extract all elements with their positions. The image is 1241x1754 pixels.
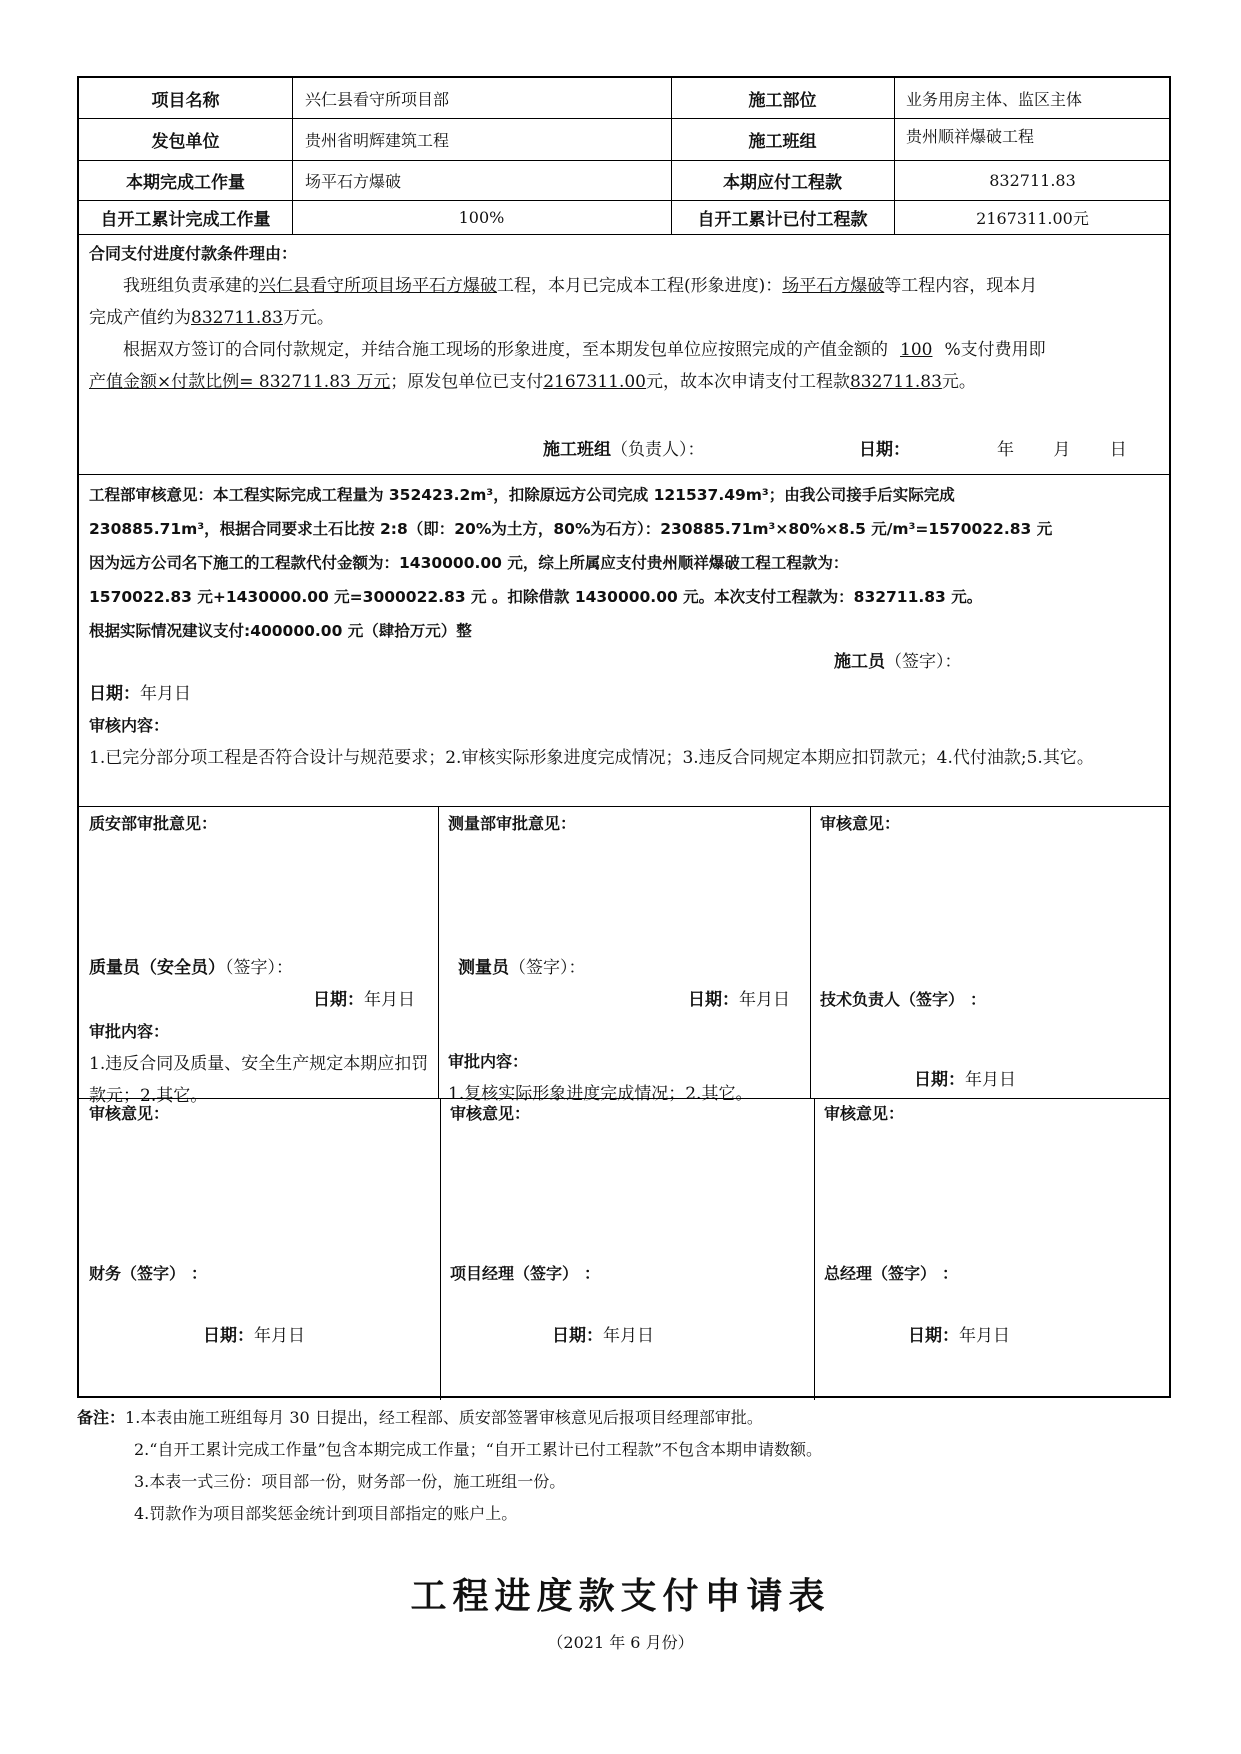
dept-review-line-5: 根据实际情况建议支付:400000.00 元（肆拾万元）整	[89, 622, 472, 640]
dept-review-line-3: 因为远方公司名下施工的工程款代付金额为：1430000.00 元，综上所属应支付贵州顺祥爆破工程工程款为：	[89, 554, 849, 572]
row-divider	[79, 234, 1169, 235]
tech-signer: 技术负责人（签字） ：	[820, 990, 987, 1009]
period-payable-label: 本期应付工程款	[723, 172, 842, 193]
tech-review-box	[810, 806, 1173, 1098]
reason-date-value: 年 月 日	[997, 440, 1127, 460]
pm-signer: 项目经理（签字） ：	[450, 1264, 601, 1283]
team-leader-sign: 施工班组（负责人）：	[543, 440, 705, 460]
survey-title: 测量部审批意见：	[448, 814, 577, 833]
dept-review-line-2: 230885.71m³，根据合同要求土石比按 2:8（即：20%为土方，80%为石方）：230885.71m³×80%×8.5 元/m³=1570022.83 元	[89, 520, 1053, 538]
dept-review-line-1: 工程部审核意见：本工程实际完成工程量为 352423.2m³，扣除原远方公司完成 121537.49m³；由我公司接手后实际完成	[89, 486, 955, 504]
survey-date: 日期：年月日	[688, 990, 790, 1010]
quality-content-text: 1.违反合同及质量、安全生产规定本期应扣罚款元；2.其它。	[89, 1054, 429, 1106]
quality-title: 质安部审批意见：	[89, 814, 218, 833]
note-1: 备注：1.本表由施工班组每月 30 日提出，经工程部、质安部签署审核意见后报项目经理部审批。	[77, 1408, 763, 1427]
cumulative-paid-value: 2167311.00元	[976, 208, 1089, 228]
tech-date: 日期：年月日	[914, 1070, 1016, 1090]
tech-title: 审核意见：	[820, 814, 901, 833]
cumulative-work-value: 100%	[458, 207, 505, 227]
contractor-value: 贵州省明辉建筑工程	[305, 130, 450, 150]
reason-date-label: 日期：	[859, 440, 910, 460]
finance-title: 审核意见：	[89, 1104, 170, 1123]
construction-part-value: 业务用房主体、监区主体	[906, 89, 1083, 109]
reason-paragraph-1: 我班组负责承建的兴仁县看守所项目场平石方爆破工程，本月已完成本工程(形象进度)：场平石方爆破等工程内容，现本月 完成产值约为832711.83万元。	[89, 276, 1038, 328]
pm-title: 审核意见：	[450, 1104, 531, 1123]
dept-review-line-4: 1570022.83 元+1430000.00 元=3000022.83 元 。扣除借款 1430000.00 元。本次支付工程款为：832711.83 元。	[89, 588, 983, 606]
dept-review-content-text: 1.已完分部分项工程是否符合设计与规范要求；2.审核实际形象进度完成情况；3.违反合同规定本期应扣罚款元；4.代付油款;5.其它。	[89, 748, 1094, 768]
note-4: 4.罚款作为项目部奖惩金统计到项目部指定的账户上。	[134, 1504, 518, 1523]
finance-date: 日期：年月日	[203, 1326, 305, 1346]
dept-review-content-label: 审核内容：	[89, 716, 170, 735]
survey-content-label: 审批内容：	[448, 1052, 529, 1071]
quality-dept-box	[79, 806, 438, 1106]
notes	[77, 1402, 822, 1530]
dept-review-date: 日期：年月日	[89, 684, 191, 704]
gm-date: 日期：年月日	[908, 1326, 1010, 1346]
gm-signer: 总经理（签字） ：	[824, 1264, 959, 1283]
pm-date: 日期：年月日	[552, 1326, 654, 1346]
period-payable-value: 832711.83	[989, 170, 1076, 190]
cumulative-paid-label: 自开工累计已付工程款	[697, 209, 868, 230]
note-3: 3.本表一式三份：项目部一份，财务部一份，施工班组一份。	[134, 1472, 566, 1491]
quality-signer: 质量员（安全员）（签字）：	[89, 958, 293, 978]
finance-box	[79, 1098, 440, 1400]
general-manager-box	[814, 1098, 1173, 1400]
survey-content-text: 1.复核实际形象进度完成情况；2.其它。	[448, 1084, 753, 1104]
project-name-label: 项目名称	[151, 90, 220, 111]
section-divider	[79, 474, 1169, 475]
payment-application-form	[77, 76, 1171, 1398]
reason-paragraph-2: 根据双方签订的合同付款规定，并结合施工现场的形象进度，至本期发包单位应按照完成的产值金额的 100 %支付费用即 产值金额×付款比例= 832711.83 万元；原发包单位已支付2167311.00元，故本次申请支付工程款832711.83元。	[89, 340, 1046, 392]
quality-content-label: 审批内容：	[89, 1022, 170, 1041]
period-work-label: 本期完成工作量	[126, 172, 245, 193]
reason-heading: 合同支付进度付款条件理由：	[89, 244, 298, 263]
survey-dept-box	[438, 806, 810, 1104]
construction-part-label: 施工部位	[748, 90, 817, 111]
finance-signer: 财务（签字） ：	[89, 1264, 208, 1283]
cumulative-work-label: 自开工累计完成工作量	[100, 209, 271, 230]
form-title: 工程进度款支付申请表	[410, 1576, 831, 1617]
dept-review-signer: 施工员（签字）：	[834, 652, 962, 672]
survey-signer: 测量员（签字）：	[458, 958, 586, 978]
project-name-value: 兴仁县看守所项目部	[305, 89, 450, 109]
gm-title: 审核意见：	[824, 1104, 905, 1123]
team-value: 贵州顺祥爆破工程	[906, 126, 1035, 146]
period-work-value: 场平石方爆破	[305, 171, 402, 191]
team-label: 施工班组	[748, 131, 817, 152]
form-subtitle: （2021 年 6 月份）	[547, 1633, 694, 1652]
quality-date: 日期：年月日	[313, 990, 415, 1010]
contractor-label: 发包单位	[151, 131, 220, 152]
note-2: 2.“自开工累计完成工作量”包含本期完成工作量；“自开工累计已付工程款”不包含本期申请数额。	[134, 1440, 822, 1459]
project-manager-box	[440, 1098, 814, 1400]
